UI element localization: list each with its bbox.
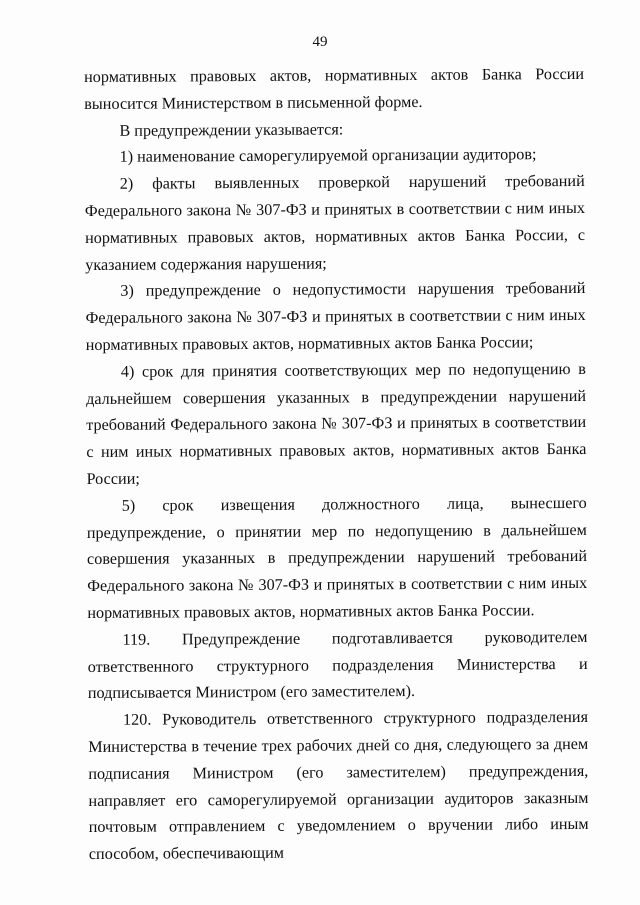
list-item-5: 5) срок извещения должностного лица, вынесшего предупреждение, о принятии мер по недопущению в дальнейшем совершения указанных в предупреждении нарушений требований Федерального закона № 307-ФЗ и принятых в соответствии с ним иных нормативных правовых актов, нормативных актов Банка России.: [86, 493, 588, 622]
list-item-3: 3) предупреждение о недопустимости нарушения требований Федерального закона № 307-ФЗ и принятых в соответствии с ним иных нормативных правовых актов, нормативных актов Банка России;: [85, 279, 586, 354]
paragraph-continuation: нормативных правовых актов, нормативных актов Банка России выносится Министерством в письменной форме.: [84, 64, 585, 113]
paragraph-intro: В предупреждении указывается:: [119, 120, 344, 140]
list-item-1: 1) наименование саморегулируемой организации аудиторов;: [119, 145, 537, 167]
list-item-2: 2) факты выявленных проверкой нарушений требований Федерального закона № 307-ФЗ и принятых в соответствии с ним иных нормативных правовых актов, нормативных актов Банка России, с указанием содержания нарушения;: [84, 172, 586, 274]
page-number: 49: [312, 34, 328, 50]
clause-120: 120. Руководитель ответственного структурного подразделения Министерства в течение трех рабочих дней со дня, следующего за днем подписания Министром (его заместителем) предупреждения, направляет его саморегулируемой организации аудиторов заказным почтовым отправлением с уведомлением о вручении либо иным способом, обеспечивающим: [88, 708, 589, 864]
list-item-4: 4) срок для принятия соответствующих мер по недопущению в дальнейшем совершения указанных в предупреждении нарушений требований Федерального закона № 307-ФЗ и принятых в соответствии с ним иных нормативных правовых актов, нормативных актов Банка России;: [85, 359, 587, 488]
document-body: [84, 61, 589, 868]
clause-119: 119. Предупреждение подготавливается руководителем ответственного структурного подразделения Министерства и подписывается Министром (его заместителем).: [87, 627, 588, 703]
